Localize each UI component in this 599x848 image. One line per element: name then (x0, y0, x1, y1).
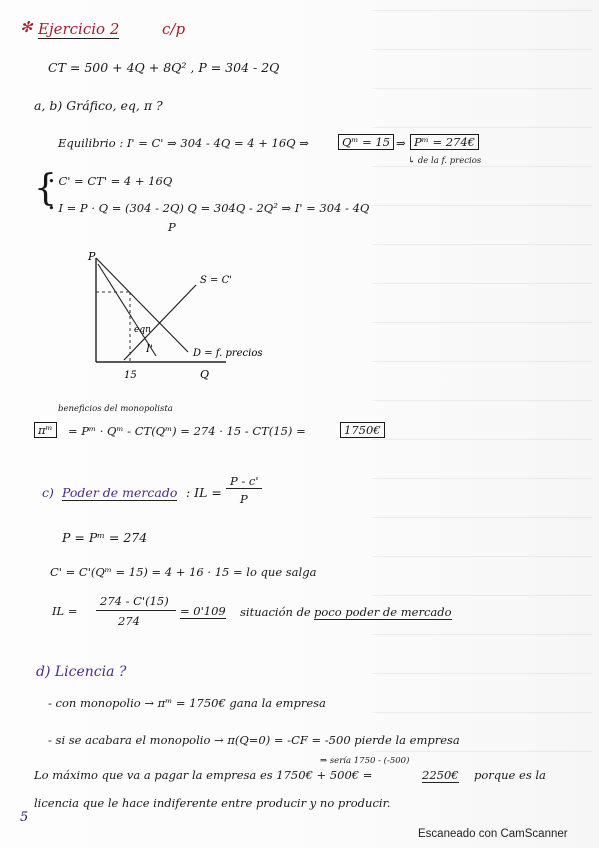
pm-box: Pᵐ = 274€ (410, 134, 479, 150)
frac-num: P - c' (230, 474, 259, 488)
il-den: 274 (118, 614, 140, 628)
mr-label: I' (146, 344, 153, 355)
revenue-line: • I = P · Q = (304 - 2Q) Q = 304Q - 2Q² ⇒ I' = 304 - 4Q (48, 201, 370, 215)
max-pay-line-c: porque es la (474, 768, 546, 782)
no-monopoly-line: - si se acabara el monopolio → π(Q=0) = -CF = -500 pierde la empresa (48, 733, 460, 747)
page-number: 5 (20, 810, 29, 825)
demand-line (96, 258, 188, 352)
q-axis-label: Q (200, 368, 210, 381)
section-c-title: Poder de mercado (62, 485, 178, 500)
x15-label: 15 (124, 370, 137, 381)
demand-label: D = f. precios (193, 348, 263, 359)
il-num: 274 - C'(15) (100, 594, 169, 608)
frac-bar (226, 488, 262, 489)
profit-result: 1750€ (340, 422, 385, 438)
il-value: = 0'109 (180, 604, 226, 618)
supply-label: S = C' (200, 275, 232, 286)
equilibrium-line: Equilibrio : I' = C' ⇒ 304 - 4Q = 4 + 16Q ⇒ (58, 136, 309, 150)
price-note: ↳ de la f. precios (408, 156, 482, 166)
il-bar (96, 610, 176, 611)
p-axis-label: P (88, 250, 96, 263)
eq-label: eqn (134, 325, 151, 335)
max-pay-value: 2250€ (422, 768, 459, 782)
marginal-cost-eval: C' = C'(Qᵐ = 15) = 4 + 16 · 15 = lo que salga (50, 565, 317, 579)
section-c-label: c) (42, 485, 54, 500)
profit-line: = Pᵐ · Qᵐ - CT(Qᵐ) = 274 · 15 - CT(15) = (68, 424, 306, 438)
frac-den: P (240, 492, 248, 506)
qm-box: Qᵐ = 15 (338, 134, 394, 150)
price-monopoly: P = Pᵐ = 274 (62, 530, 148, 545)
scanner-footer: Escaneado con CamScanner (418, 828, 568, 840)
benefit-note: beneficios del monopolista (58, 404, 173, 414)
section-d: d) Licencia ? (36, 664, 127, 680)
revenue-sub: P (168, 220, 176, 234)
calc-note: ⇒ sería 1750 - (-500) (320, 756, 410, 766)
il-label: IL = (52, 604, 78, 618)
title-suffix: c/p (162, 20, 186, 38)
cost-line: CT = 500 + 4Q + 8Q² , P = 304 - 2Q (48, 60, 280, 75)
section-ab: a, b) Gráfico, eq, π ? (34, 98, 163, 113)
asterisk-icon: ✻ (20, 18, 33, 36)
section-c-rest: : IL = (186, 485, 222, 500)
pi-box: πᵐ (34, 422, 57, 438)
max-pay-line-a: Lo máximo que va a pagar la empresa es 1750€ + 500€ = (34, 768, 373, 782)
marginal-cost-line: • C' = CT' = 4 + 16Q (48, 174, 173, 188)
brace: { (34, 168, 57, 209)
il-underlined: poco poder de mercado (314, 605, 452, 619)
arrow: ⇒ (396, 136, 406, 150)
il-text: situación de (240, 605, 311, 619)
licence-line: licencia que le hace indiferente entre producir y no producir. (34, 796, 391, 810)
monopoly-line: - con monopolio → πᵐ = 1750€ gana la empresa (48, 696, 326, 710)
exercise-title: Ejercicio 2 (38, 20, 120, 38)
